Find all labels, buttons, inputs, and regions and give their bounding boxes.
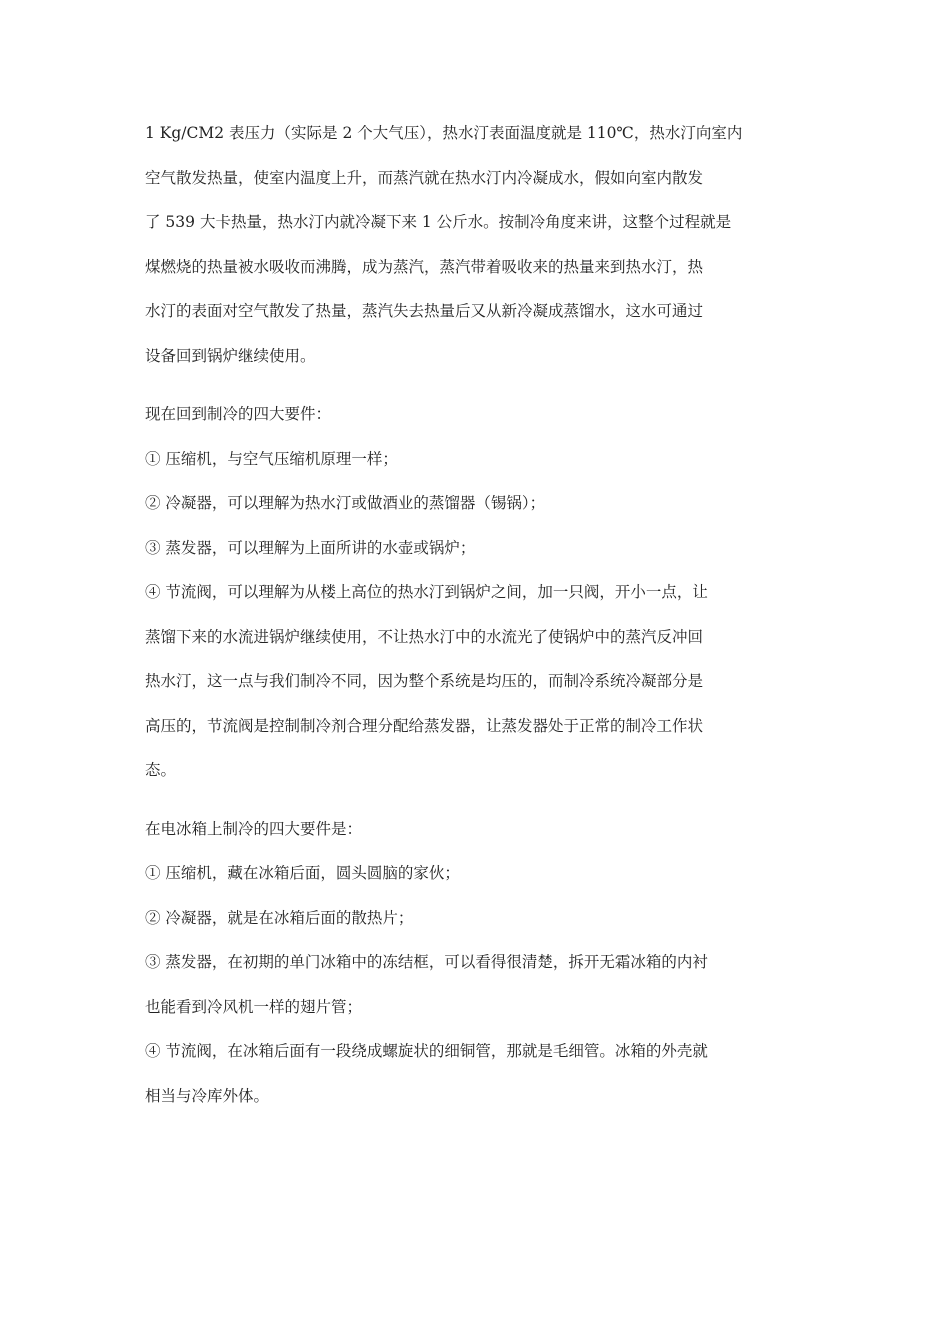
list-item-throttle-valve: ④ 节流阀，可以理解为从楼上高位的热水汀到锅炉之间，加一只阀，开小一点，让 (145, 583, 708, 601)
text-line: 空气散发热量，使室内温度上升，而蒸汽就在热水汀内冷凝成水，假如向室内散发 (145, 168, 704, 187)
text-line: 热水汀，这一点与我们制冷不同，因为整个系统是均压的，而制冷系统冷凝部分是 (145, 672, 704, 690)
text-line: 高压的，节流阀是控制制冷剂合理分配给蒸发器，让蒸发器处于正常的制冷工作状 (145, 716, 704, 735)
text-line: 蒸馏下来的水流进锅炉继续使用，不让热水汀中的水流光了使锅炉中的蒸汽反冲回 (145, 627, 704, 646)
text-line: 水汀的表面对空气散发了热量，蒸汽失去热量后又从新冷凝成蒸馏水，这水可通过 (145, 302, 704, 320)
text-line: 态。 (145, 761, 177, 779)
list-item-condenser: ② 冷凝器，就是在冰箱后面的散热片； (145, 908, 414, 927)
section-four-elements (145, 399, 785, 800)
text-line: 设备回到锅炉继续使用。 (145, 346, 316, 365)
paragraph-spacer (145, 800, 785, 814)
paragraph-steam-heating (145, 118, 785, 385)
list-item-compressor: ① 压缩机，与空气压缩机原理一样； (145, 449, 398, 468)
list-item-condenser: ② 冷凝器，可以理解为热水汀或做酒业的蒸馏器（锡锅）； (145, 494, 546, 512)
section-heading: 在电冰箱上制冷的四大要件是： (145, 819, 363, 838)
list-item-compressor: ① 压缩机，藏在冰箱后面，圆头圆脑的家伙； (145, 864, 460, 882)
text-line: 相当与冷库外体。 (145, 1086, 270, 1105)
list-item-evaporator: ③ 蒸发器，可以理解为上面所讲的水壶或锅炉； (145, 538, 476, 557)
section-heading: 现在回到制冷的四大要件： (145, 405, 332, 423)
text-line: 煤燃烧的热量被水吸收而沸腾，成为蒸汽，蒸汽带着吸收来的热量来到热水汀，热 (145, 257, 704, 276)
list-item-evaporator: ③ 蒸发器，在初期的单门冰箱中的冻结框，可以看得很清楚，拆开无霜冰箱的内衬 (145, 953, 708, 971)
text-line: 也能看到冷风机一样的翅片管； (145, 997, 363, 1016)
document-body (145, 118, 785, 1125)
text-line: 1 Kg/CM2 表压力（实际是 2 个大气压），热水汀表面温度就是 110℃，热水汀向室内 (145, 124, 743, 142)
paragraph-spacer (145, 385, 785, 399)
list-item-throttle-valve: ④ 节流阀，在冰箱后面有一段绕成螺旋状的细铜管，那就是毛细管。冰箱的外壳就 (145, 1042, 708, 1060)
section-refrigerator-elements (145, 814, 785, 1126)
text-line: 了 539 大卡热量，热水汀内就冷凝下来 1 公斤水。按制冷角度来讲，这整个过程就是 (145, 213, 732, 231)
